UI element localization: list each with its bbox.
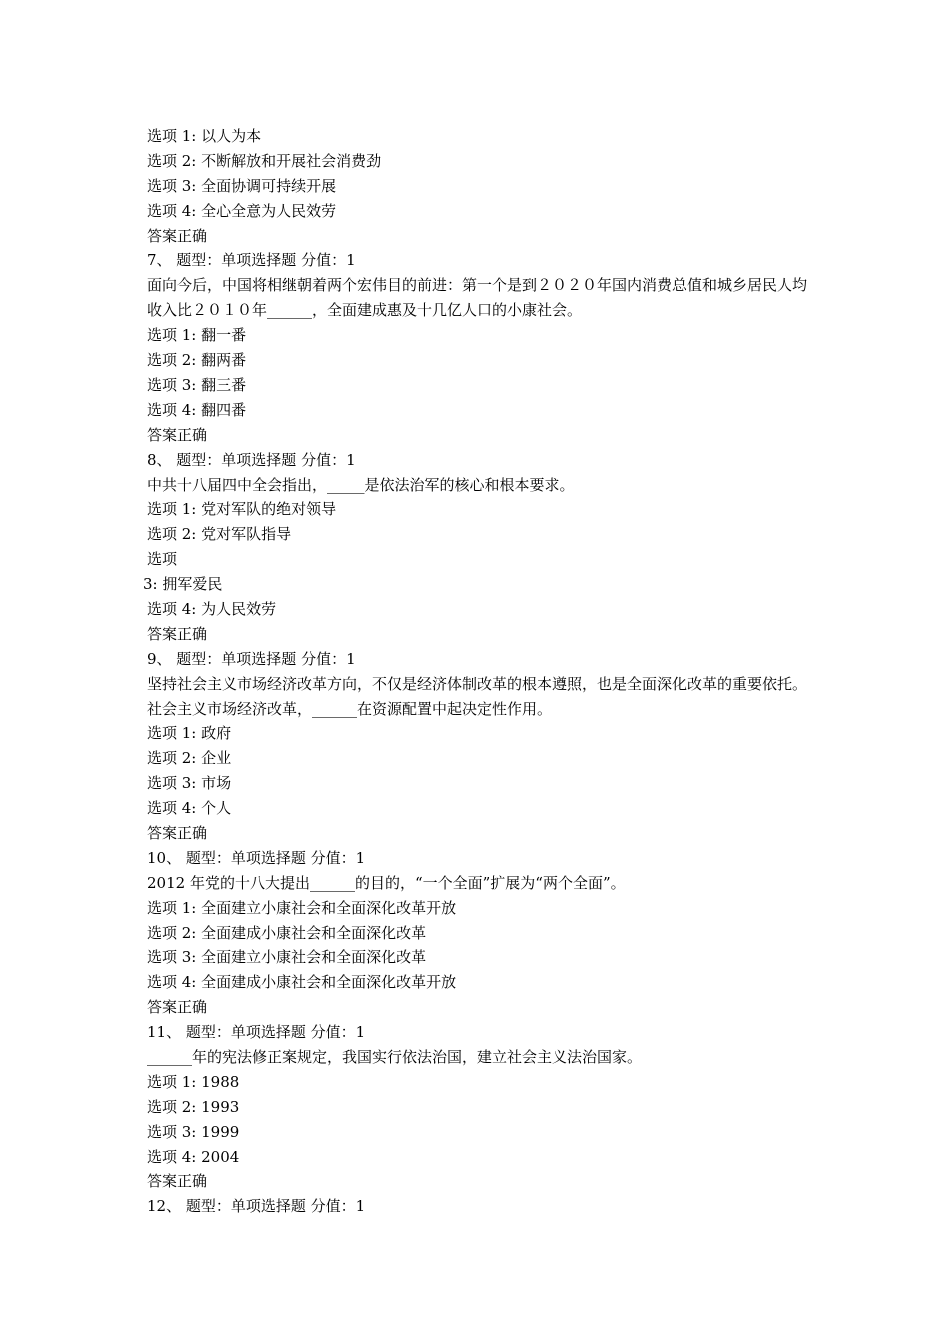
option-line: 选项 2: 全面建成小康社会和全面深化改革 <box>147 923 427 942</box>
option-line: 选项 1: 政府 <box>147 724 232 743</box>
option-line: 选项 4: 全心全意为人民效劳 <box>147 201 337 220</box>
question-text: ______年的宪法修正案规定，我国实行依法治国，建立社会主义法治国家。 <box>147 1048 643 1067</box>
question-header: 7、 题型：单项选择题 分值：1 <box>147 251 356 270</box>
question-text: 面向今后，中国将相继朝着两个宏伟目的前进：第一个是到２０２０年国内消费总值和城乡居民人均收入比２０１０年______，全面建成惠及十几亿人口的小康社会。 <box>147 276 808 320</box>
option-line: 选项 1: 以人为本 <box>147 127 262 145</box>
answer-status: 答案正确 <box>147 1172 208 1191</box>
option-line: 选项 4: 翻四番 <box>147 400 247 419</box>
answer-status: 答案正确 <box>147 425 208 444</box>
option-line: 选项 3: 翻三番 <box>147 375 247 394</box>
option-line: 选项 1: 翻一番 <box>147 326 247 345</box>
option-line-part: 3: 拥军爱民 <box>143 575 223 594</box>
option-line: 选项 3: 市场 <box>147 774 232 793</box>
question-text: 坚持社会主义市场经济改革方向，不仅是经济体制改革的根本遵照，也是全面深化改革的重要依托。社会主义市场经济改革，______在资源配置中起决定性作用。 <box>147 674 808 718</box>
answer-status: 答案正确 <box>147 824 208 842</box>
question-header: 8、 题型：单项选择题 分值：1 <box>147 450 356 469</box>
option-line: 选项 3: 全面建立小康社会和全面深化改革 <box>147 948 427 967</box>
answer-status: 答案正确 <box>147 998 208 1017</box>
option-line: 选项 2: 1993 <box>147 1097 240 1116</box>
question-header: 12、 题型：单项选择题 分值：1 <box>147 1197 366 1216</box>
option-line-part: 选项 <box>147 550 178 569</box>
option-line: 选项 1: 全面建立小康社会和全面深化改革开放 <box>147 898 457 917</box>
document-body <box>143 124 827 1219</box>
option-line: 选项 1: 1988 <box>147 1072 240 1091</box>
option-line: 选项 4: 为人民效劳 <box>147 599 277 618</box>
option-line: 选项 1: 党对军队的绝对领导 <box>147 500 337 519</box>
question-text: 2012 年党的十八大提出______的目的，“一个全面”扩展为“两个全面”。 <box>147 873 626 892</box>
option-line: 选项 2: 企业 <box>147 749 232 768</box>
option-line: 选项 4: 全面建成小康社会和全面深化改革开放 <box>147 973 457 992</box>
answer-status: 答案正确 <box>147 624 208 643</box>
option-line: 选项 4: 个人 <box>147 799 232 818</box>
option-line: 选项 2: 翻两番 <box>147 351 247 370</box>
question-header: 11、 题型：单项选择题 分值：1 <box>147 1023 366 1042</box>
question-header: 10、 题型：单项选择题 分值：1 <box>147 848 366 867</box>
option-line: 选项 2: 不断解放和开展社会消费劲 <box>147 151 382 170</box>
option-line: 选项 2: 党对军队指导 <box>147 525 292 544</box>
option-line: 选项 3: 1999 <box>147 1122 240 1141</box>
question-text: 中共十八届四中全会指出，_____是依法治军的核心和根本要求。 <box>147 475 575 494</box>
question-header: 9、 题型：单项选择题 分值：1 <box>147 649 356 668</box>
answer-status: 答案正确 <box>147 226 208 245</box>
option-line: 选项 4: 2004 <box>147 1147 240 1166</box>
option-line: 选项 3: 全面协调可持续开展 <box>147 176 337 195</box>
